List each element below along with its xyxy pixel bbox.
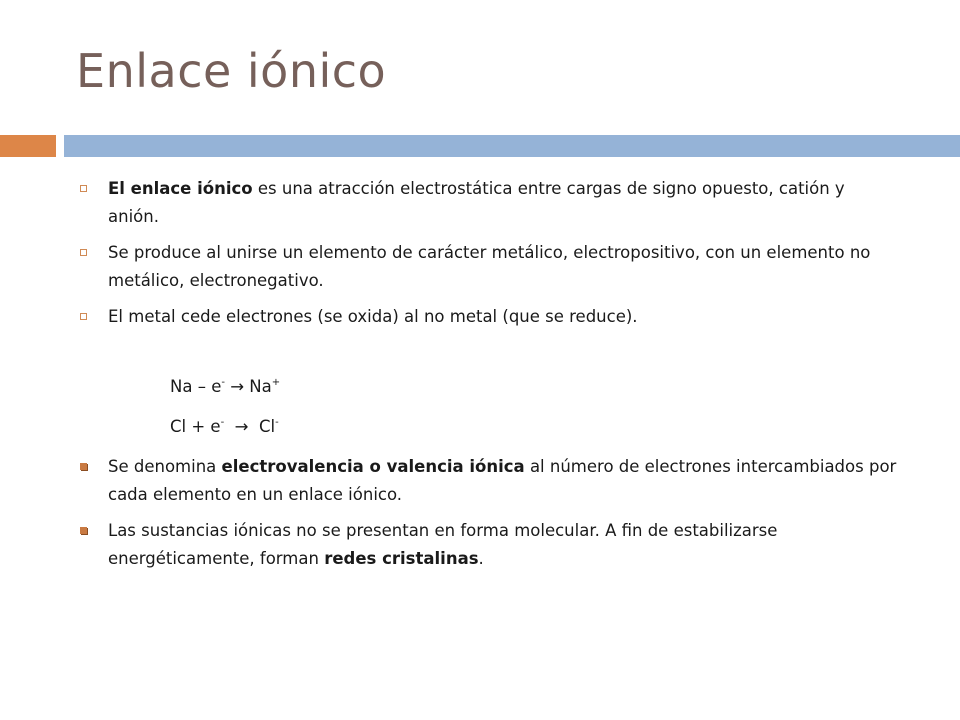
bullet-item-crystal-lattice	[78, 517, 898, 573]
equation-left: Cl + e	[170, 417, 221, 436]
bold-term: redes cristalinas	[324, 549, 479, 568]
equation-right: Na	[249, 377, 272, 396]
bullet-text-pre: Se denomina	[108, 457, 222, 476]
reaction-arrow-icon: →	[224, 417, 259, 436]
square-bullet-icon	[80, 313, 87, 320]
equation-right-charge: -	[275, 416, 279, 428]
bullet-text	[108, 179, 845, 226]
slide-content	[78, 175, 898, 581]
bullet-item-formation	[78, 239, 898, 295]
bullet-text: El metal cede electrones (se oxida) al no metal (que se reduce).	[108, 307, 638, 326]
equation-left-charge: -	[220, 416, 225, 428]
bullet-text	[108, 457, 896, 504]
title-underline-bar	[64, 135, 960, 157]
bullet-item-electron-transfer	[78, 303, 898, 331]
bullet-text-post: al número de electrones intercambiados por cada elemento en un enlace iónico.	[108, 457, 897, 504]
equation-sodium	[78, 373, 898, 413]
bullet-text-post: .	[478, 549, 484, 568]
bullet-item-electrovalence	[78, 453, 898, 509]
square-bullet-icon	[80, 249, 87, 256]
bullet-text-rest: es una atracción electrostática entre cargas de signo opuesto, catión y anión.	[108, 179, 845, 226]
square-bullet-icon	[80, 463, 87, 470]
square-bullet-icon	[80, 185, 87, 192]
bold-term: electrovalencia o valencia iónica	[221, 457, 525, 476]
bullet-text-pre: Las sustancias iónicas no se presentan en forma molecular. A fin de estabilizarse energéticamente, forman	[108, 521, 778, 568]
equation-chlorine	[78, 413, 898, 453]
bold-term: El enlace iónico	[108, 179, 253, 198]
title-accent-bar	[0, 135, 56, 157]
equation-right-charge: +	[271, 376, 281, 388]
square-bullet-icon	[80, 527, 87, 534]
equation-left: Na – e	[170, 377, 222, 396]
equation-left-charge: -	[221, 376, 225, 388]
slide-title: Enlace iónico	[76, 44, 387, 98]
equation-right: Cl	[259, 417, 276, 436]
bullet-item-definition	[78, 175, 898, 231]
bullet-text: Se produce al unirse un elemento de carácter metálico, electropositivo, con un elemento no metálico, electronegativo.	[108, 243, 871, 290]
reaction-arrow-icon: →	[224, 377, 250, 396]
bullet-text	[108, 521, 777, 568]
